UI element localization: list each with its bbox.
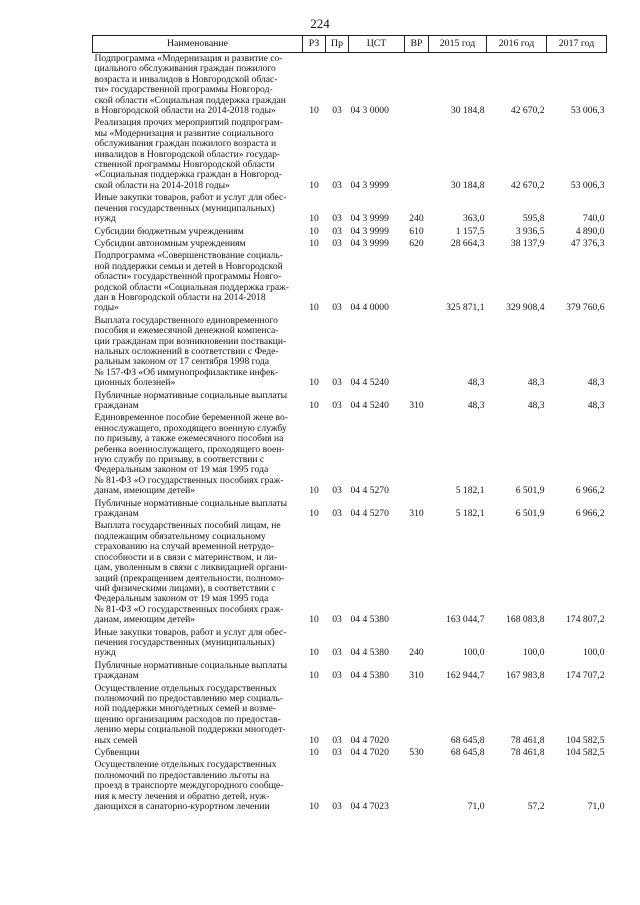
- cell-2015: 48,3: [467, 377, 485, 389]
- cell-cst: 04 3 9999: [350, 237, 389, 249]
- cell-pr: 03: [332, 485, 342, 497]
- cell-2016: 168 083,8: [506, 614, 545, 626]
- cell-2015: 162 944,7: [446, 670, 485, 682]
- cell-rz: 10: [309, 734, 319, 746]
- cell-name: Реализация прочих мероприятий подпрограм- мы «Модернизация и развитие социального обслуживания граждан пожилого возраста и инвалидов в Новгородской области» государ- ственной программы Новгородской области «Социальная поддержка граждан в Новгород- ской области на 2014-2018 годы»: [94, 117, 283, 191]
- cell-2016: 57,2: [527, 801, 545, 813]
- cell-2015: 30 184,8: [450, 179, 485, 191]
- cell-2015: 5 182,1: [455, 485, 485, 497]
- table-row: [93, 520, 607, 626]
- cell-vr: [405, 683, 429, 747]
- cell-pr: 03: [332, 647, 342, 659]
- cell-name: Выплата государственных пособий лицам, не подлежащим обязательному социальному страхованию на случай временной нетрудо- способности и в связи с материнством, и ли- цам, уволенным в связи с ликвидацией органи- заций (прекращением деятельности, полномо- чий физическими лицами), в соответствии с Федеральным законом от 19 мая 1995 года № 81-ФЗ «О государственных пособиях граж- данам, имеющим детей»: [94, 520, 288, 626]
- header-rz: РЗ: [303, 36, 326, 53]
- cell-pr: 03: [332, 508, 342, 520]
- cell-rz: 10: [309, 400, 319, 411]
- cell-2017: 740,0: [582, 213, 605, 225]
- cell-vr: 310: [409, 400, 424, 411]
- cell-pr: 03: [332, 614, 342, 626]
- header-vr: ВР: [405, 36, 429, 53]
- header-2015: 2015 год: [429, 36, 487, 53]
- cell-2017: 379 760,6: [566, 302, 605, 314]
- cell-cst: 04 4 0000: [350, 302, 389, 314]
- cell-name: Иные закупки товаров, работ и услуг для обес- печения государственных (муниципальных) нужд: [94, 192, 287, 225]
- cell-name: Иные закупки товаров, работ и услуг для обес- печения государственных (муниципальных) нужд: [94, 626, 287, 659]
- cell-cst: 04 4 7020: [350, 747, 389, 758]
- cell-2015: 363,0: [462, 213, 485, 225]
- cell-2017: 6 966,2: [575, 508, 605, 520]
- cell-name: Выплата государственного единовременного пособия и ежемесячной денежной компенса- ции гражданам при возникновении поствакци- нальных осложнений в соответствии с Феде- ральным законом от 17 сентября 1998 года № 157-ФЗ «Об иммунопрофилактике инфек- ционных болезней»: [94, 314, 287, 389]
- cell-rz: 10: [309, 213, 319, 225]
- cell-2017: 174 707,2: [566, 670, 605, 682]
- cell-2015: 325 871,1: [446, 302, 485, 314]
- cell-pr: 03: [332, 302, 342, 314]
- cell-2016: 3 936,5: [515, 225, 545, 237]
- cell-rz: 10: [309, 105, 319, 117]
- cell-2016: 38 137,9: [510, 237, 545, 249]
- cell-pr: 03: [332, 213, 342, 225]
- header-2016: 2016 год: [487, 36, 547, 53]
- cell-rz: 10: [309, 747, 319, 758]
- cell-rz: 10: [309, 302, 319, 314]
- cell-cst: 04 3 9999: [350, 179, 389, 191]
- table-row: [93, 412, 607, 497]
- cell-rz: 10: [309, 801, 319, 813]
- cell-rz: 10: [309, 485, 319, 497]
- table-row: [93, 53, 607, 118]
- cell-cst: 04 4 5240: [350, 377, 389, 389]
- cell-pr: 03: [332, 105, 342, 117]
- cell-rz: 10: [309, 237, 319, 249]
- cell-2016: 48,3: [527, 377, 545, 389]
- cell-2015: 68 645,8: [450, 747, 485, 758]
- cell-2015: 163 044,7: [446, 614, 485, 626]
- cell-2015: 100,0: [462, 647, 485, 659]
- cell-2016: 329 908,4: [506, 302, 545, 314]
- cell-name: Субсидии бюджетным учреждениям: [94, 225, 244, 237]
- cell-cst: 04 3 9999: [350, 213, 389, 225]
- cell-pr: 03: [332, 670, 342, 682]
- cell-name: Единовременное пособие беременной жене во- еннослужащего, проходящего военную службу по призыву, а также ежемесячного пособия на ребенка военнослужащего, проходящего воен- ную службу по призыву, в соответствии с Федеральным законом от 19 мая 1995 года № 81-ФЗ «О государственных пособиях граж- данам, имеющим детей»: [94, 412, 288, 497]
- header-cst: ЦСТ: [349, 36, 405, 53]
- table-row: [93, 747, 607, 759]
- table-row: [93, 250, 607, 314]
- cell-vr: 610: [409, 225, 424, 237]
- cell-2017: 100,0: [582, 647, 605, 659]
- cell-name: Субсидии автономным учреждениям: [94, 237, 246, 249]
- cell-2016: 78 461,8: [510, 734, 545, 746]
- cell-2016: 42 670,2: [510, 179, 545, 191]
- cell-cst: 04 4 5270: [350, 485, 389, 497]
- page-number: 224: [310, 16, 330, 31]
- cell-2015: 28 664,3: [450, 237, 485, 249]
- cell-2017: 71,0: [587, 801, 605, 813]
- table-row: [93, 192, 607, 225]
- cell-name: Подпрограмма «Модернизация и развитие со- циального обслуживания граждан пожилого возраста и инвалидов в Новгородской облас- ти» государственной программы Новгород- ской области «Социальная поддержка граждан в Новгородской области на 2014-2018 годы»: [94, 53, 286, 117]
- cell-vr: 240: [409, 647, 424, 659]
- cell-cst: 04 4 5270: [350, 508, 389, 520]
- table-row: [93, 498, 607, 521]
- cell-name: Публичные нормативные социальные выплаты гражданам: [94, 389, 288, 411]
- cell-2016: 48,3: [527, 400, 545, 411]
- cell-cst: 04 4 5240: [350, 400, 389, 411]
- table-row: [93, 315, 607, 390]
- cell-name: Публичные нормативные социальные выплаты гражданам: [94, 659, 288, 682]
- cell-pr: 03: [332, 237, 342, 249]
- cell-pr: 03: [332, 747, 342, 758]
- cell-2015: 5 182,1: [455, 508, 485, 520]
- cell-2017: 6 966,2: [575, 485, 605, 497]
- cell-pr: 03: [332, 734, 342, 746]
- header-name: Наименование: [93, 36, 303, 53]
- cell-vr: [405, 117, 429, 192]
- cell-2017: 48,3: [587, 377, 605, 389]
- table-row: [93, 238, 607, 250]
- table-row: [93, 660, 607, 683]
- cell-2016: 78 461,8: [510, 747, 545, 758]
- cell-cst: 04 4 5380: [350, 647, 389, 659]
- cell-name: Осуществление отдельных государственных полномочий по предоставлению мер социаль- ной поддержки многодетных семей и возме- щению организациям расходов по предостав- лению меры социальной поддержки многодет- ных семей: [94, 682, 286, 746]
- cell-vr: [405, 412, 429, 497]
- cell-vr: 620: [409, 237, 424, 249]
- cell-2015: 71,0: [467, 801, 485, 813]
- header-2017: 2017 год: [547, 36, 607, 53]
- cell-2017: 174 807,2: [566, 614, 605, 626]
- cell-2015: 48,3: [467, 400, 485, 411]
- cell-rz: 10: [309, 377, 319, 389]
- cell-2016: 595,8: [522, 213, 545, 225]
- cell-2017: 104 582,5: [566, 747, 605, 758]
- cell-pr: 03: [332, 179, 342, 191]
- cell-vr: [405, 520, 429, 626]
- cell-vr: 530: [409, 747, 424, 758]
- cell-name: Осуществление отдельных государственных полномочий по предоставлению льготы на проезд в транспорте междугородного сообще- ния к месту лечения и обратно детей, нуж- дающихся в санаторно-курортном лечении: [94, 759, 284, 813]
- cell-cst: 04 3 9999: [350, 225, 389, 237]
- cell-vr: [405, 315, 429, 390]
- cell-vr: 310: [409, 508, 424, 520]
- budget-table: [92, 35, 607, 813]
- cell-vr: 240: [409, 213, 424, 225]
- cell-2016: 42 670,2: [510, 105, 545, 117]
- cell-pr: 03: [332, 400, 342, 411]
- cell-2017: 47 376,3: [570, 237, 605, 249]
- cell-2017: 4 890,0: [575, 225, 605, 237]
- cell-2017: 53 006,3: [570, 179, 605, 191]
- cell-2017: 53 006,3: [570, 105, 605, 117]
- cell-2016: 167 983,8: [506, 670, 545, 682]
- cell-name: Субвенции: [94, 747, 140, 758]
- table-row: [93, 226, 607, 238]
- header-pr: Пр: [326, 36, 349, 53]
- cell-vr: [405, 53, 429, 118]
- table-header-row: [93, 36, 607, 53]
- cell-2016: 100,0: [522, 647, 545, 659]
- table-body: [93, 53, 607, 814]
- table-row: [93, 627, 607, 660]
- table-row: [93, 117, 607, 192]
- cell-2017: 48,3: [587, 400, 605, 411]
- cell-vr: 310: [409, 670, 424, 682]
- cell-vr: [405, 759, 429, 813]
- cell-pr: 03: [332, 377, 342, 389]
- cell-cst: 04 4 5380: [350, 670, 389, 682]
- cell-rz: 10: [309, 614, 319, 626]
- cell-cst: 04 4 5380: [350, 614, 389, 626]
- cell-rz: 10: [309, 508, 319, 520]
- table-row: [93, 683, 607, 747]
- cell-2016: 6 501,9: [515, 508, 545, 520]
- cell-cst: 04 4 7020: [350, 734, 389, 746]
- cell-2016: 6 501,9: [515, 485, 545, 497]
- cell-rz: 10: [309, 225, 319, 237]
- cell-rz: 10: [309, 670, 319, 682]
- cell-cst: 04 4 7023: [350, 801, 389, 813]
- cell-rz: 10: [309, 647, 319, 659]
- cell-rz: 10: [309, 179, 319, 191]
- cell-name: Подпрограмма «Совершенствование социаль- ной поддержки семьи и детей в Новгородской области» государственной программы Новго- родской области «Социальная поддержка граж- дан в Новгородской области на 2014-2018 годы»: [94, 250, 289, 314]
- cell-cst: 04 3 0000: [350, 105, 389, 117]
- cell-2017: 104 582,5: [566, 734, 605, 746]
- cell-name: Публичные нормативные социальные выплаты гражданам: [94, 497, 288, 520]
- cell-2015: 1 157,5: [455, 225, 485, 237]
- cell-vr: [405, 250, 429, 314]
- cell-2015: 68 645,8: [450, 734, 485, 746]
- table-row: [93, 390, 607, 413]
- cell-pr: 03: [332, 801, 342, 813]
- cell-pr: 03: [332, 225, 342, 237]
- cell-2015: 30 184,8: [450, 105, 485, 117]
- table-row: [93, 759, 607, 813]
